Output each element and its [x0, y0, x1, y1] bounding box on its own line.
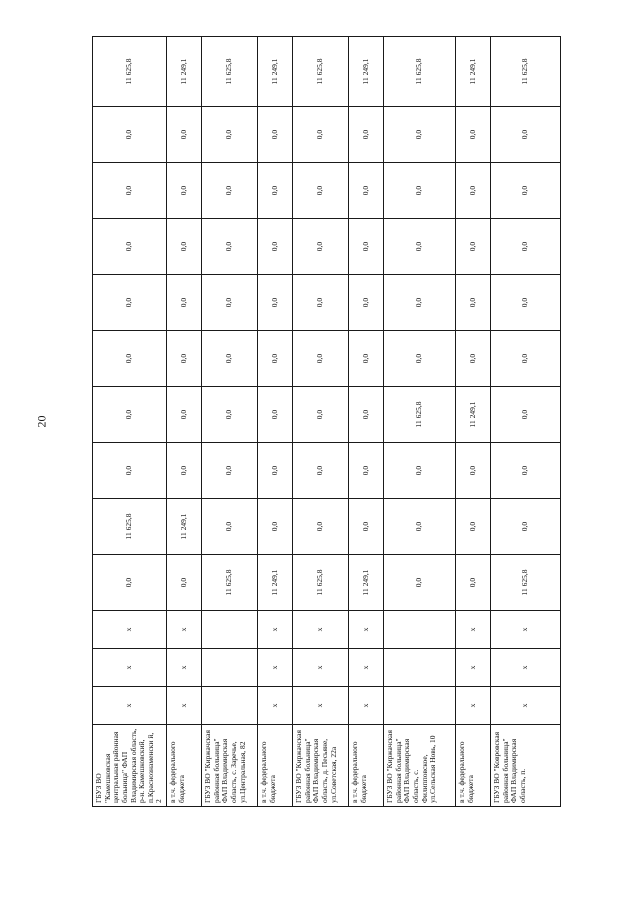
mark-cell: х — [349, 649, 384, 687]
value-cell: 0,0 — [93, 387, 167, 443]
value-cell: 0,0 — [491, 331, 561, 387]
value-cell: 11 625,8 — [93, 499, 167, 555]
table-row — [167, 37, 202, 807]
value-cell: 0,0 — [293, 387, 349, 443]
value-cell: 11 249,1 — [456, 37, 491, 107]
value-cell: 0,0 — [491, 107, 561, 163]
value-cell: 0,0 — [93, 331, 167, 387]
value-cell: 0,0 — [258, 219, 293, 275]
value-cell: 11 249,1 — [349, 555, 384, 611]
value-cell: 0,0 — [258, 443, 293, 499]
value-cell: 0,0 — [167, 163, 202, 219]
value-cell: 0,0 — [349, 107, 384, 163]
value-cell: 0,0 — [293, 107, 349, 163]
row-name-cell: ГБУЗ ВО "Киржачская районная больница" ФАП Владимирская область, с. Филипповское, ул.Сельская Новь, 10 — [384, 725, 456, 807]
mark-cell: х — [491, 611, 561, 649]
mark-cell: х — [293, 687, 349, 725]
value-cell: 0,0 — [491, 163, 561, 219]
value-cell: 0,0 — [293, 163, 349, 219]
value-cell: 0,0 — [167, 107, 202, 163]
value-cell: 0,0 — [456, 163, 491, 219]
value-cell: 0,0 — [349, 443, 384, 499]
value-cell: 11 625,8 — [384, 37, 456, 107]
value-cell: 0,0 — [202, 275, 258, 331]
value-cell: 0,0 — [93, 275, 167, 331]
value-cell: 0,0 — [167, 331, 202, 387]
mark-cell: х — [349, 611, 384, 649]
value-cell: 11 625,8 — [93, 37, 167, 107]
value-cell: 0,0 — [202, 163, 258, 219]
value-cell: 11 249,1 — [456, 387, 491, 443]
value-cell: 11 625,8 — [293, 37, 349, 107]
value-cell: 0,0 — [258, 275, 293, 331]
value-cell: 11 625,8 — [202, 37, 258, 107]
value-cell: 11 625,8 — [384, 387, 456, 443]
mark-cell — [384, 649, 456, 687]
value-cell: 0,0 — [384, 555, 456, 611]
value-cell: 0,0 — [491, 387, 561, 443]
mark-cell: х — [258, 687, 293, 725]
mark-cell: х — [93, 611, 167, 649]
value-cell: 0,0 — [167, 387, 202, 443]
table-row — [349, 37, 384, 807]
funding-table — [92, 36, 561, 807]
value-cell: 11 249,1 — [349, 37, 384, 107]
value-cell: 0,0 — [384, 219, 456, 275]
value-cell: 0,0 — [491, 275, 561, 331]
rotated-table-frame — [92, 37, 558, 807]
value-cell: 0,0 — [258, 499, 293, 555]
mark-cell — [202, 649, 258, 687]
page-number — [30, 405, 54, 437]
value-cell: 11 249,1 — [258, 555, 293, 611]
value-cell: 0,0 — [167, 275, 202, 331]
value-cell: 0,0 — [93, 107, 167, 163]
row-name-cell: в т.ч. федерального бюджета — [456, 725, 491, 807]
mark-cell: х — [293, 649, 349, 687]
mark-cell: х — [258, 649, 293, 687]
row-name-cell: ГБУЗ ВО "Ковровская районная больница" ФАП Владимирская область, п. — [491, 725, 561, 807]
mark-cell — [384, 687, 456, 725]
table-row — [258, 37, 293, 807]
value-cell: 0,0 — [93, 219, 167, 275]
value-cell: 11 249,1 — [258, 37, 293, 107]
value-cell: 0,0 — [384, 331, 456, 387]
mark-cell: х — [93, 687, 167, 725]
mark-cell: х — [491, 649, 561, 687]
value-cell: 0,0 — [202, 331, 258, 387]
value-cell: 0,0 — [167, 219, 202, 275]
value-cell: 0,0 — [456, 499, 491, 555]
value-cell: 0,0 — [258, 163, 293, 219]
mark-cell: х — [456, 687, 491, 725]
value-cell: 0,0 — [456, 219, 491, 275]
row-name-cell: в т.ч. федерального бюджета — [349, 725, 384, 807]
value-cell: 0,0 — [167, 443, 202, 499]
value-cell: 0,0 — [349, 219, 384, 275]
value-cell: 11 625,8 — [491, 555, 561, 611]
value-cell: 0,0 — [456, 107, 491, 163]
mark-cell: х — [491, 687, 561, 725]
mark-cell: х — [349, 687, 384, 725]
page-number-text: 20 — [34, 415, 49, 427]
value-cell: 0,0 — [258, 107, 293, 163]
value-cell: 11 625,8 — [491, 37, 561, 107]
table-row — [491, 37, 561, 807]
value-cell: 0,0 — [491, 219, 561, 275]
table-row — [384, 37, 456, 807]
value-cell: 11 249,1 — [167, 499, 202, 555]
value-cell: 0,0 — [202, 499, 258, 555]
mark-cell — [384, 611, 456, 649]
value-cell: 0,0 — [293, 219, 349, 275]
row-name-cell: ГБУЗ ВО "Киржачская районная больница" ФАП Владимирская область, д. Песьяне, ул.Советская, 22а — [293, 725, 349, 807]
table-row — [293, 37, 349, 807]
value-cell: 0,0 — [456, 275, 491, 331]
value-cell: 0,0 — [202, 387, 258, 443]
table-rotation-wrapper — [92, 37, 558, 807]
value-cell: 0,0 — [384, 443, 456, 499]
table-row — [456, 37, 491, 807]
mark-cell: х — [167, 611, 202, 649]
value-cell: 0,0 — [456, 443, 491, 499]
row-name-cell: ГБУЗ ВО "Камешковская центральная районная больница" ФАП Владимирская область, р-н. Камешковский, п.Краснознаменски й, 2 — [93, 725, 167, 807]
value-cell: 0,0 — [293, 331, 349, 387]
value-cell: 0,0 — [384, 163, 456, 219]
value-cell: 0,0 — [293, 499, 349, 555]
value-cell: 0,0 — [349, 275, 384, 331]
value-cell: 0,0 — [167, 555, 202, 611]
row-name-cell: в т.ч. федерального бюджета — [167, 725, 202, 807]
value-cell: 0,0 — [349, 163, 384, 219]
value-cell: 0,0 — [202, 443, 258, 499]
mark-cell: х — [167, 687, 202, 725]
value-cell: 0,0 — [293, 443, 349, 499]
row-name-cell: в т.ч. федерального бюджета — [258, 725, 293, 807]
mark-cell: х — [456, 611, 491, 649]
value-cell: 0,0 — [349, 499, 384, 555]
value-cell: 11 249,1 — [167, 37, 202, 107]
mark-cell — [202, 611, 258, 649]
mark-cell: х — [456, 649, 491, 687]
value-cell: 0,0 — [456, 331, 491, 387]
value-cell: 0,0 — [491, 499, 561, 555]
value-cell: 11 625,8 — [202, 555, 258, 611]
value-cell: 0,0 — [93, 163, 167, 219]
value-cell: 0,0 — [456, 555, 491, 611]
value-cell: 0,0 — [258, 387, 293, 443]
value-cell: 0,0 — [384, 107, 456, 163]
value-cell: 11 625,8 — [293, 555, 349, 611]
value-cell: 0,0 — [202, 219, 258, 275]
value-cell: 0,0 — [93, 443, 167, 499]
value-cell: 0,0 — [349, 331, 384, 387]
mark-cell: х — [93, 649, 167, 687]
value-cell: 0,0 — [491, 443, 561, 499]
mark-cell: х — [258, 611, 293, 649]
table-body — [93, 37, 561, 807]
table-row — [93, 37, 167, 807]
row-name-cell: ГБУЗ ВО "Киржачская районная больница" ФАП Владимирская область, с. Заречье, ул.Центральная, 82 — [202, 725, 258, 807]
value-cell: 0,0 — [202, 107, 258, 163]
mark-cell: х — [293, 611, 349, 649]
table-row — [202, 37, 258, 807]
value-cell: 0,0 — [349, 387, 384, 443]
value-cell: 0,0 — [384, 275, 456, 331]
value-cell: 0,0 — [384, 499, 456, 555]
value-cell: 0,0 — [258, 331, 293, 387]
value-cell: 0,0 — [93, 555, 167, 611]
mark-cell: х — [167, 649, 202, 687]
mark-cell — [202, 687, 258, 725]
value-cell: 0,0 — [293, 275, 349, 331]
